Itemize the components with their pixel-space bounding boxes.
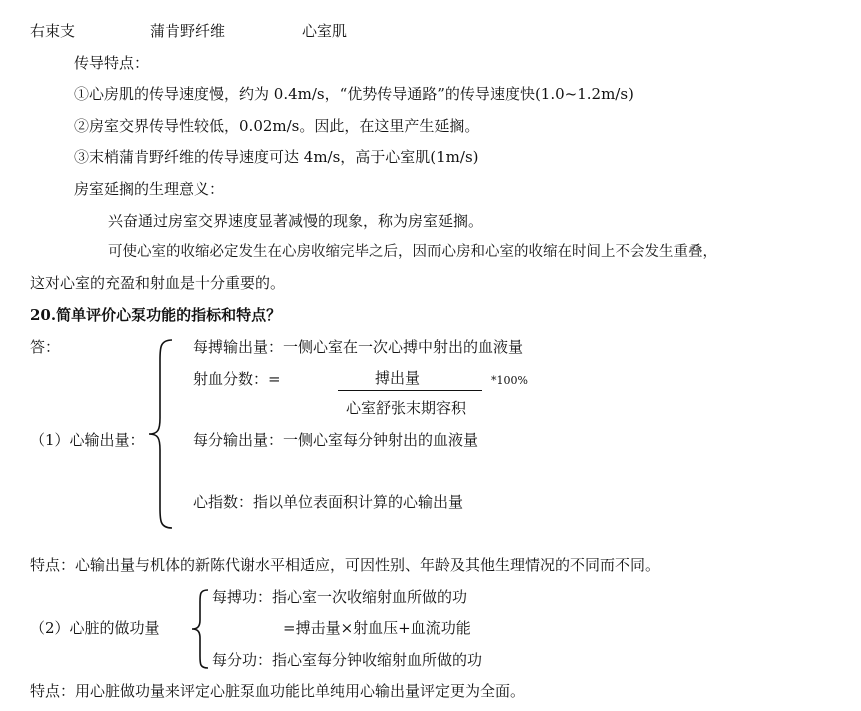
ejection-fraction-label: 射血分数：= — [193, 370, 281, 388]
cardiac-output-brace — [146, 338, 176, 530]
conduction-item-1: ①心房肌的传导速度慢，约为 0.4m/s，“优势传导通路”的传导速度快(1.0~1.2m/s) — [74, 85, 634, 103]
question-20-title: 20.简单评价心泵功能的指标和特点？ — [30, 306, 282, 324]
stroke-work-item: 每搏功：指心室一次收缩射血所做的功 — [212, 588, 468, 606]
cardiac-index-item: 心指数：指以单位表面积计算的心输出量 — [193, 493, 464, 511]
cardiac-output-feature: 特点：心输出量与机体的新陈代谢水平相适应，可因性别、年龄及其他生理情况的不同而不同。 — [30, 556, 661, 574]
stroke-volume-item: 每搏输出量：一侧心室在一次心搏中射出的血液量 — [193, 338, 524, 356]
stroke-work-equation: =搏击量×射血压+血流功能 — [283, 619, 471, 637]
cardiac-output-label: （1）心输出量： — [30, 431, 145, 449]
ejection-fraction-denominator: 心室舒张末期容积 — [346, 399, 467, 417]
ejection-fraction-numerator: 搏出量 — [375, 369, 421, 387]
conduction-item-2: ②房室交界传导性较低，0.02m/s。因此，在这里产生延搁。 — [74, 117, 480, 135]
delay-para-2-line-2: 这对心室的充盈和射血是十分重要的。 — [30, 274, 286, 292]
ejection-fraction-multiplier: *100% — [491, 374, 528, 387]
minute-output-item: 每分输出量：一侧心室每分钟射出的血液量 — [193, 431, 479, 449]
conduction-heading: 传导特点： — [74, 54, 150, 72]
minute-work-item: 每分功：指心室每分钟收缩射血所做的功 — [212, 651, 483, 669]
fraction-bar — [338, 390, 482, 391]
cardiac-work-feature: 特点：用心脏做功量来评定心脏泵血功能比单纯用心输出量评定更为全面。 — [30, 682, 526, 700]
header-col-1: 右束支 — [30, 22, 76, 40]
delay-para-2-line-1: 可使心室的收缩必定发生在心房收缩完毕之后，因而心房和心室的收缩在时间上不会发生重叠， — [108, 244, 717, 260]
header-col-2: 蒲肯野纤维 — [150, 22, 226, 40]
delay-para-1: 兴奋通过房室交界速度显著减慢的现象，称为房室延搁。 — [108, 212, 484, 230]
cardiac-work-brace — [190, 588, 212, 670]
cardiac-work-label: （2）心脏的做功量 — [30, 619, 160, 637]
answer-label: 答： — [30, 338, 61, 356]
header-col-3: 心室肌 — [302, 22, 348, 40]
conduction-item-3: ③末梢蒲肯野纤维的传导速度可达 4m/s，高于心室肌(1m/s) — [74, 148, 479, 166]
delay-heading: 房室延搁的生理意义： — [74, 180, 225, 198]
